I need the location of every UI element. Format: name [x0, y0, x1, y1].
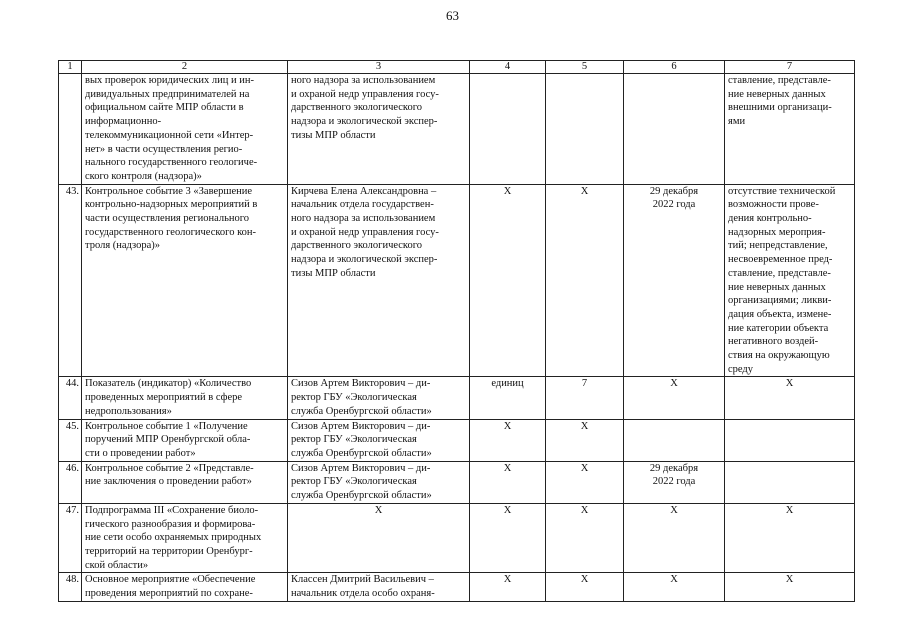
risk-cell [725, 461, 855, 503]
deadline-cell: X [624, 573, 725, 601]
table-row [59, 419, 855, 461]
column-header: 1 [59, 61, 82, 74]
responsible-person: ного надзора за использованием и охраной недр управления госу- дарственного экологического надзора и экологической экспер- тизы МПР области [288, 74, 470, 185]
unit-cell: единиц [470, 377, 546, 419]
table-row [59, 461, 855, 503]
event-description: Контрольное событие 1 «Получение поручений МПР Оренбургской обла- сти о проведении работ» [82, 419, 288, 461]
document-table [58, 60, 855, 602]
value-cell: X [546, 184, 624, 377]
risk-cell: X [725, 573, 855, 601]
responsible-person: Сизов Артем Викторович – ди- ректор ГБУ «Экологическая служба Оренбургской области» [288, 461, 470, 503]
deadline-cell: 29 декабря 2022 года [624, 461, 725, 503]
risk-cell: отсутствие технической возможности прове- дения контрольно- надзорных мероприя- тий; непредставление, несвоевременное пред- ставление, представле- ние неверных данных организациями; ликви- дация объекта, измене- ние категории объекта негативного воздей- ствия на окружающую среду [725, 184, 855, 377]
column-header: 4 [470, 61, 546, 74]
page-number: 63 [446, 8, 459, 23]
risk-cell [725, 419, 855, 461]
value-cell: 7 [546, 377, 624, 419]
row-number: 46. [59, 461, 82, 503]
risk-cell: X [725, 377, 855, 419]
responsible-person: X [288, 503, 470, 573]
event-description: Подпрограмма III «Сохранение биоло- гического разнообразия и формирова- ние сети особо охраняемых природных территорий на территории Оренбург- ской области» [82, 503, 288, 573]
table-row [59, 573, 855, 601]
column-header: 7 [725, 61, 855, 74]
deadline-cell: X [624, 503, 725, 573]
table-row [59, 377, 855, 419]
row-number: 45. [59, 419, 82, 461]
event-description: Основное мероприятие «Обеспечение проведения мероприятий по сохране- [82, 573, 288, 601]
value-cell: X [546, 573, 624, 601]
table-row [59, 74, 855, 185]
unit-cell: X [470, 419, 546, 461]
row-number: 47. [59, 503, 82, 573]
event-description: Показатель (индикатор) «Количество проведенных мероприятий в сфере недропользования» [82, 377, 288, 419]
table-row [59, 503, 855, 573]
value-cell: X [546, 503, 624, 573]
table-row [59, 184, 855, 377]
responsible-person: Кирчева Елена Александровна – начальник отдела государствен- ного надзора за использованием и охраной недр управления госу- дарственного экологического надзора и экологической экспер- тизы МПР области [288, 184, 470, 377]
unit-cell: X [470, 573, 546, 601]
row-number [59, 74, 82, 185]
responsible-person: Сизов Артем Викторович – ди- ректор ГБУ «Экологическая служба Оренбургской области» [288, 419, 470, 461]
responsible-person: Классен Дмитрий Васильевич – начальник отдела особо охраня- [288, 573, 470, 601]
header-row [59, 61, 855, 74]
value-cell: X [546, 461, 624, 503]
row-number: 43. [59, 184, 82, 377]
event-description: Контрольное событие 2 «Представле- ние заключения о проведении работ» [82, 461, 288, 503]
risk-cell: X [725, 503, 855, 573]
deadline-cell: X [624, 377, 725, 419]
unit-cell: X [470, 461, 546, 503]
deadline-cell: 29 декабря 2022 года [624, 184, 725, 377]
row-number: 48. [59, 573, 82, 601]
deadline-cell [624, 74, 725, 185]
unit-cell: X [470, 184, 546, 377]
event-description: вых проверок юридических лиц и ин- дивидуальных предпринимателей на официальном сайте МПР области в информационно- телекоммуникационной сети «Интер- нет» в части осуществления регио- нального государственного геологиче- ского контроля (надзора)» [82, 74, 288, 185]
unit-cell: X [470, 503, 546, 573]
risk-cell: ставление, представле- ние неверных данных внешними организаци- ями [725, 74, 855, 185]
column-header: 6 [624, 61, 725, 74]
deadline-cell [624, 419, 725, 461]
row-number: 44. [59, 377, 82, 419]
unit-cell [470, 74, 546, 185]
value-cell [546, 74, 624, 185]
event-description: Контрольное событие 3 «Завершение контрольно-надзорных мероприятий в части осуществления регионального государственного геологического кон- троля (надзора)» [82, 184, 288, 377]
value-cell: X [546, 419, 624, 461]
responsible-person: Сизов Артем Викторович – ди- ректор ГБУ «Экологическая служба Оренбургской области» [288, 377, 470, 419]
column-header: 2 [82, 61, 288, 74]
column-header: 5 [546, 61, 624, 74]
column-header: 3 [288, 61, 470, 74]
